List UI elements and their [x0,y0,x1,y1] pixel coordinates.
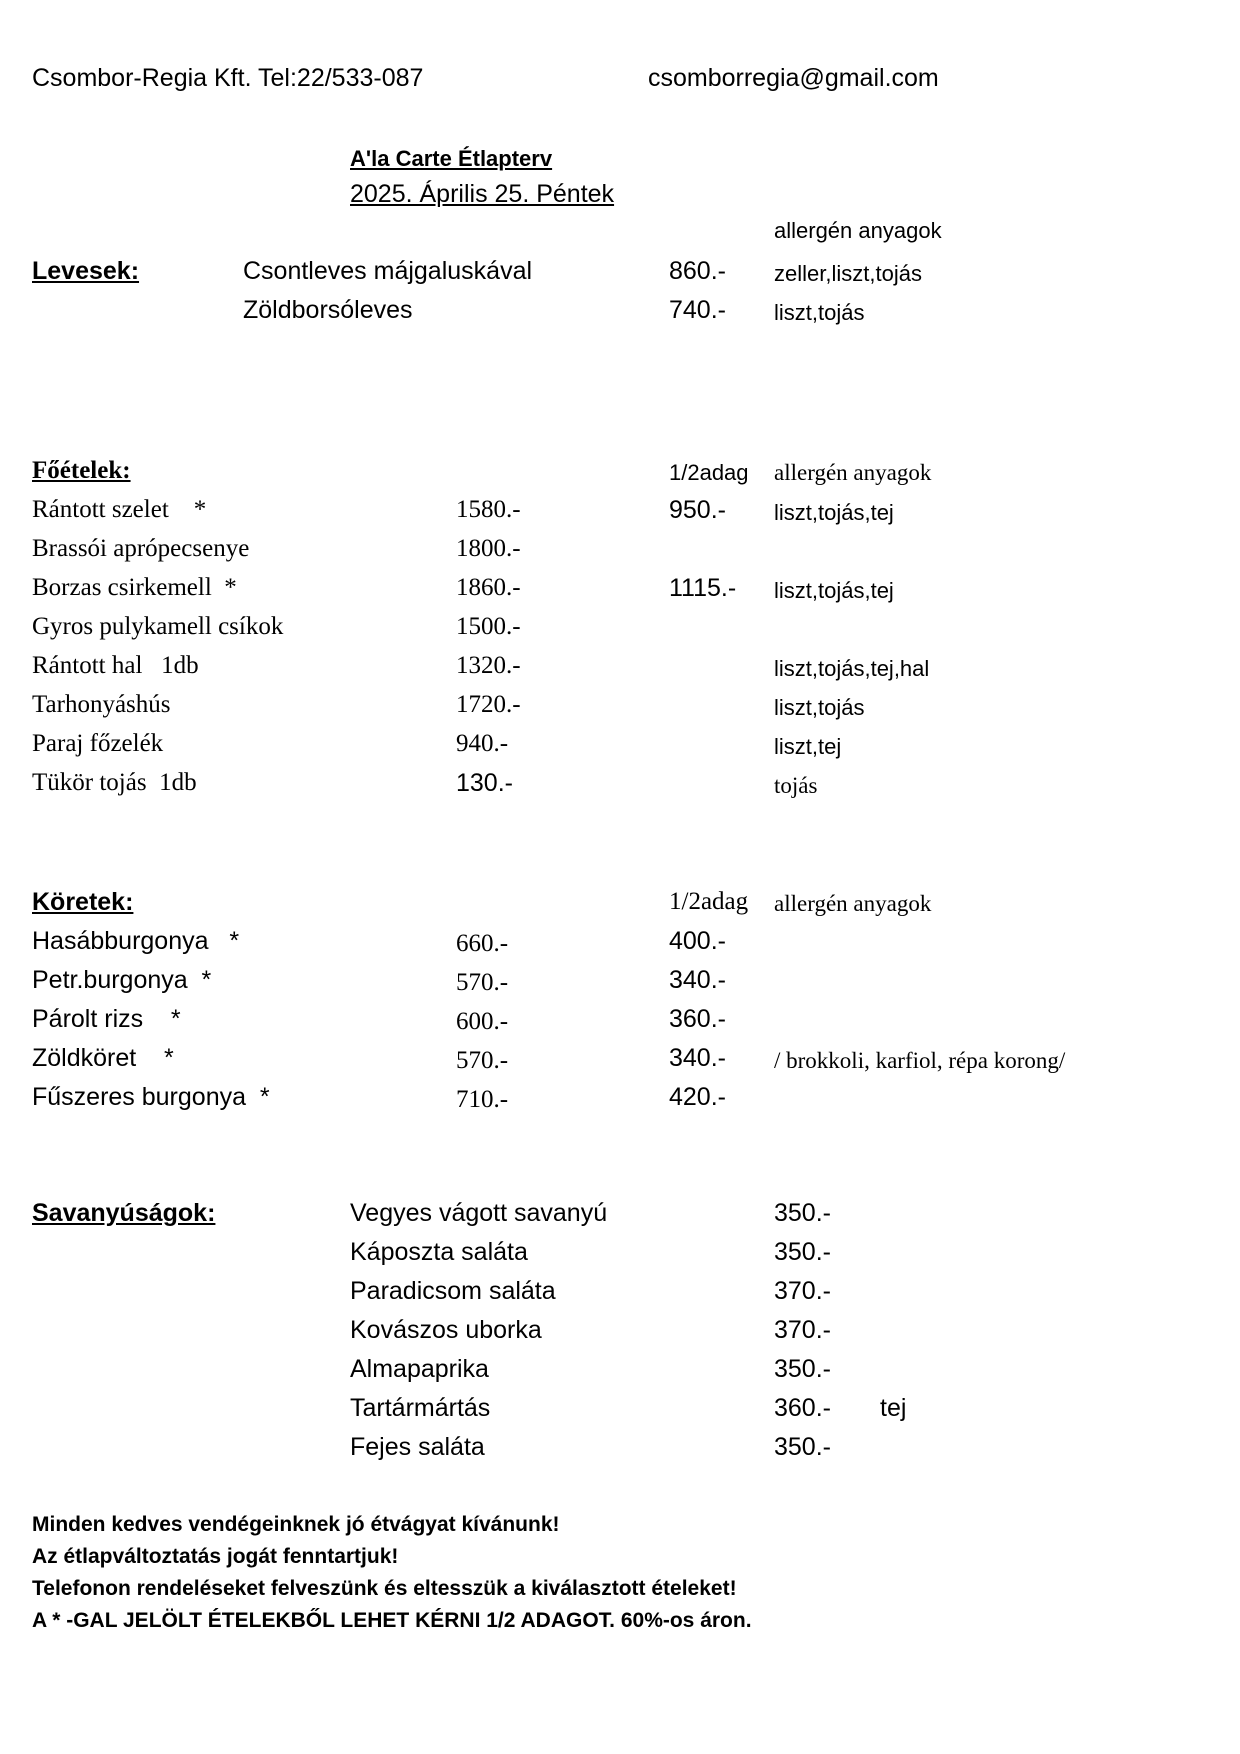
pickle-item-allergens: tej [880,1394,907,1422]
pickle-item-price: 350.- [774,1355,831,1383]
side-item-name: Petr.burgonya * [32,966,212,994]
soups-heading: Levesek: [32,257,140,285]
main-item-price: 1720.- [456,691,521,718]
main-item-name: Rántott hal 1db [32,652,199,679]
soup-item-name: Zöldborsóleves [243,296,413,324]
pickle-item-name: Kovászos uborka [350,1316,542,1344]
soup-item-allergens: zeller,liszt,tojás [774,261,922,286]
main-item-allergens: tojás [774,773,818,798]
side-item-half-price: 340.- [669,1044,726,1072]
mains-heading: Főételek: [32,457,131,484]
main-item-name: Tükör tojás 1db [32,769,197,796]
main-item-price: 1580.- [456,496,521,523]
side-item-name: Párolt rizs * [32,1005,181,1033]
main-item-half-price: 950.- [669,496,726,524]
pickle-item-price: 350.- [774,1199,831,1227]
pickles-heading: Savanyúságok: [32,1199,216,1227]
main-item-allergens: liszt,tojás,tej [774,578,894,603]
main-item-name: Gyros pulykamell csíkok [32,613,284,640]
sides-heading: Köretek: [32,888,134,916]
footer-line: A * -GAL JELÖLT ÉTELEKBŐL LEHET KÉRNI 1/2 ADAGOT. 60%-os áron. [32,1609,752,1632]
footer-line: Minden kedves vendégeinknek jó étvágyat kívánunk! [32,1513,560,1536]
soup-item-allergens: liszt,tojás [774,300,865,325]
side-item-price: 570.- [456,969,509,996]
pickle-item-name: Fejes saláta [350,1433,485,1461]
main-item-allergens: liszt,tojás,tej,hal [774,656,930,681]
mains-allergen-header: allergén anyagok [774,460,932,485]
sides-allergen-header: allergén anyagok [774,891,932,916]
pickle-item-name: Káposzta saláta [350,1238,528,1266]
menu-date: 2025. Április 25. Péntek [350,180,615,208]
menu-title: A'la Carte Étlapterv [350,146,553,171]
side-item-half-price: 340.- [669,966,726,994]
side-item-half-price: 420.- [669,1083,726,1111]
pickle-item-name: Almapaprika [350,1355,489,1383]
main-item-name: Paraj főzelék [32,730,164,757]
soup-item-price: 860.- [669,257,726,285]
side-item-name: Zöldköret * [32,1044,174,1072]
side-item-price: 600.- [456,1008,509,1035]
main-item-name: Borzas csirkemell * [32,574,237,601]
main-item-price: 940.- [456,730,509,757]
main-item-name: Brassói aprópecsenye [32,535,250,562]
side-item-name: Hasábburgonya * [32,927,240,955]
main-item-price: 1800.- [456,535,521,562]
pickle-item-name: Tartármártás [350,1394,491,1422]
side-item-price: 570.- [456,1047,509,1074]
pickle-item-price: 350.- [774,1433,831,1461]
contact-email: csomborregia@gmail.com [648,64,939,92]
main-item-allergens: liszt,tojás,tej [774,500,894,525]
pickle-item-price: 370.- [774,1316,831,1344]
pickle-item-price: 370.- [774,1277,831,1305]
main-item-half-price: 1115.- [669,574,737,602]
main-item-allergens: liszt,tej [774,734,842,759]
pickle-item-name: Vegyes vágott savanyú [350,1199,608,1227]
main-item-name: Tarhonyáshús [32,691,171,718]
side-item-half-price: 360.- [669,1005,726,1033]
pickle-item-price: 360.- [774,1394,831,1422]
company-info: Csombor-Regia Kft. Tel:22/533-087 [32,64,424,92]
footer-line: Az étlapváltoztatás jogát fenntartjuk! [32,1545,399,1568]
side-item-half-price: 400.- [669,927,726,955]
soups-allergen-header: allergén anyagok [774,218,942,243]
soup-item-price: 740.- [669,296,726,324]
main-item-price: 1500.- [456,613,521,640]
mains-half-header: 1/2adag [669,460,749,485]
soup-item-name: Csontleves májgaluskával [243,257,533,285]
side-item-note: / brokkoli, karfiol, répa korong/ [774,1048,1066,1073]
main-item-price: 1320.- [456,652,521,679]
main-item-price: 1860.- [456,574,521,601]
main-item-allergens: liszt,tojás [774,695,865,720]
pickle-item-price: 350.- [774,1238,831,1266]
footer-line: Telefonon rendeléseket felveszünk és eltesszük a kiválasztott ételeket! [32,1577,737,1600]
main-item-name: Rántott szelet * [32,496,207,523]
side-item-price: 710.- [456,1086,509,1113]
side-item-name: Fűszeres burgonya * [32,1083,270,1111]
side-item-price: 660.- [456,930,509,957]
pickle-item-name: Paradicsom saláta [350,1277,556,1305]
sides-half-header: 1/2adag [669,888,749,915]
main-item-price: 130.- [456,769,513,797]
